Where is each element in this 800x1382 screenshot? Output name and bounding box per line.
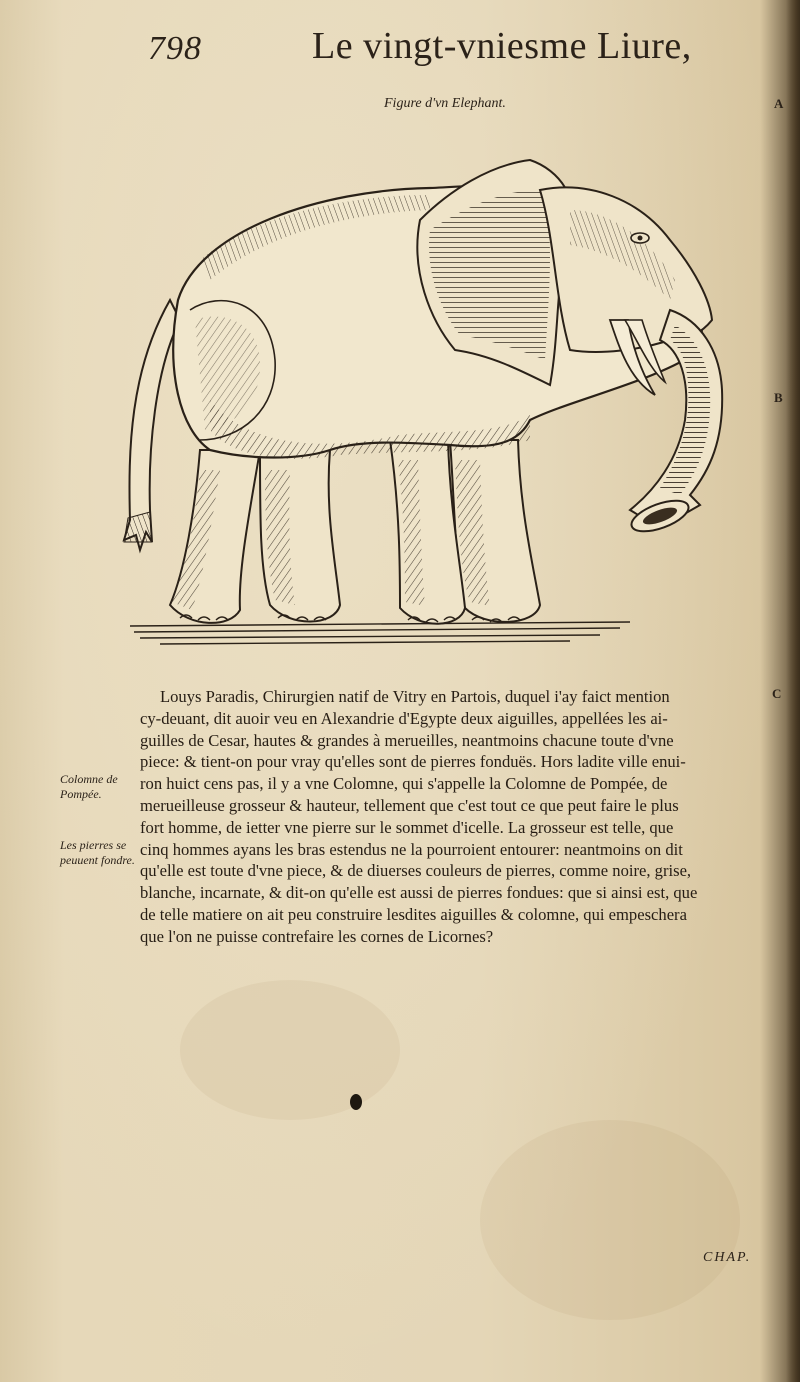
body-line: cinq hommes ayans les bras estendus ne la pourroient entourer: neantmoins on dit <box>140 839 683 859</box>
body-line: piece: & tient-on pour vray qu'elles sont de pierres fonduës. Hors ladite ville enui- <box>140 752 686 772</box>
margin-letter-c: C <box>772 686 782 701</box>
paper-stain <box>180 980 400 1120</box>
figure-caption: Figure d'vn Elephant. <box>384 96 506 111</box>
paper-stain <box>480 1120 740 1320</box>
ground-lines <box>130 622 630 644</box>
page-number: 798 <box>148 30 202 67</box>
body-line: guilles de Cesar, hautes & grandes à merueilles, neantmoins chacune toute d'vne <box>140 730 674 750</box>
margin-letter-b: B <box>774 390 783 405</box>
catchword: CHAP. <box>703 1250 752 1265</box>
margin-letter-a: A <box>774 96 784 111</box>
ink-blot <box>350 1094 362 1110</box>
body-line: de telle matiere on ait peu construire lesdites aiguilles & colomne, qui empeschera <box>140 904 687 924</box>
tail <box>124 300 180 550</box>
body-line: fort homme, de ietter vne pierre sur le sommet d'icelle. La grosseur est telle, que <box>140 817 674 837</box>
running-title: Le vingt-vniesme Liure, <box>312 25 692 67</box>
body-line: qu'elle est toute d'vne piece, & de diuerses couleurs de pierres, comme noire, grise, <box>140 861 692 881</box>
body-line: cy-deuant, dit auoir veu en Alexandrie d'Egypte deux aiguilles, appellées les ai- <box>140 708 668 728</box>
body-line: merueilleuse grosseur & hauteur, tellement que c'est tout ce que peut faire le plus <box>140 795 679 815</box>
body-line: ron huict cens pas, il y a vne Colomne, qui s'appelle la Colomne de Pompée, de <box>140 774 668 794</box>
body-line: que l'on ne puisse contrefaire les cornes de Licornes? <box>140 926 494 946</box>
margin-note-pierres: Les pierres se peuuent fondre. <box>60 838 135 867</box>
body-text <box>140 686 770 948</box>
elephant-woodcut-illustration <box>100 150 750 660</box>
page-edge-shadow <box>786 0 800 1382</box>
body-line: Louys Paradis, Chirurgien natif de Vitry en Partois, duquel i'ay faict mention <box>160 687 670 706</box>
body-line: blanche, incarnate, & dit-on qu'elle est aussi de pierres fondues: que si ainsi est, que <box>140 883 698 903</box>
margin-note-colomne: Colomne de Pompée. <box>60 772 118 801</box>
